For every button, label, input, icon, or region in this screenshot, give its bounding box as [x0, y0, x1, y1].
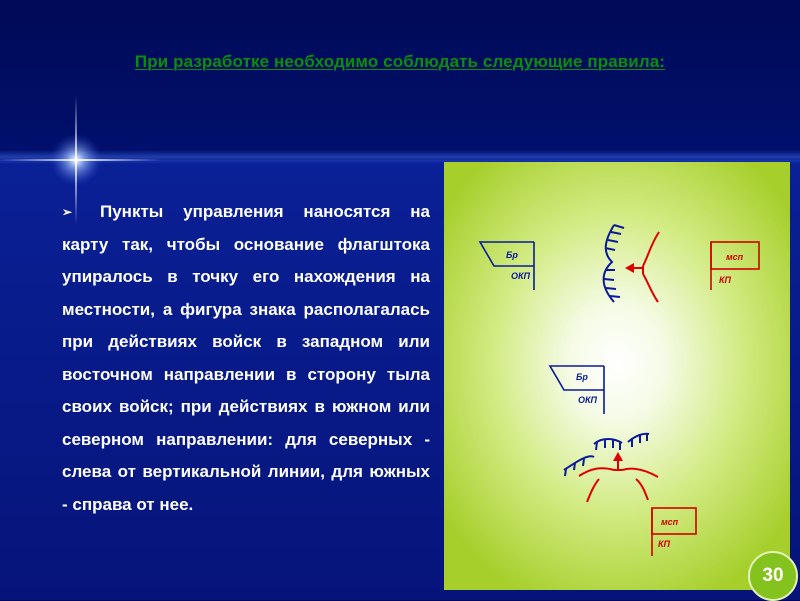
flag-bottom-top-label: мсп — [661, 517, 679, 527]
flag-middle-top-label: Бр — [576, 372, 588, 382]
enemy-attack-symbol-top — [625, 232, 659, 302]
arrow-bullet-icon: ➢ — [62, 205, 73, 219]
flag-top-right-bottom-label: КП — [719, 275, 732, 285]
tactical-symbols-diagram — [444, 162, 790, 590]
flag-top-left-bottom-label: ОКП — [511, 271, 531, 281]
command-post-flag-top-left — [480, 242, 534, 290]
flag-middle-bottom-label: ОКП — [578, 395, 598, 405]
slide-title: При разработке необходимо соблюдать следующие правила: — [134, 52, 666, 71]
slide-number-badge: 30 — [748, 551, 798, 601]
flag-top-left-top-label: Бр — [506, 250, 518, 260]
enemy-attack-symbol-bottom — [579, 452, 658, 502]
flag-bottom-bottom-label: КП — [658, 539, 671, 549]
flag-top-right-top-label: мсп — [726, 252, 744, 262]
own-defense-line-top — [604, 225, 624, 302]
command-post-flag-top-right — [711, 242, 759, 290]
command-post-flag-middle — [550, 366, 604, 414]
bullet-paragraph — [62, 196, 430, 521]
bullet-text: Пункты управления наносятся на карту так, чтобы основание флагштока упиралось в точку его нахождения на местности, а фигура знака располагалась при действиях войск в западном или восточном направлении в сторону тыла своих войск; при действиях в южном или северном направлении: для северных - слева от вертикальной линии, для южных - справа от нее. — [62, 202, 430, 514]
command-post-flag-bottom — [652, 508, 696, 556]
